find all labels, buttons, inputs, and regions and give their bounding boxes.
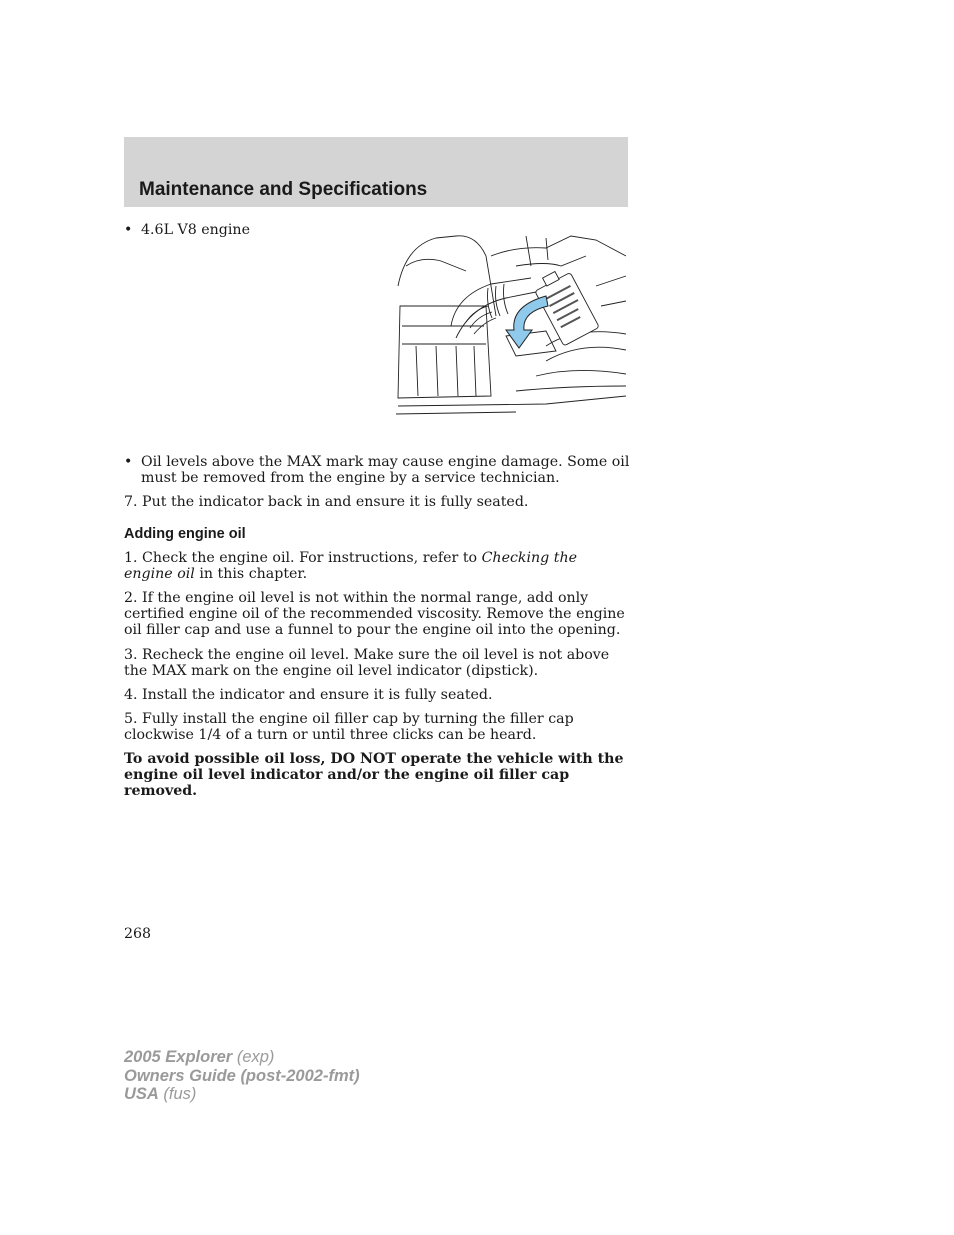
- footer-model: 2005 Explorer: [124, 1048, 233, 1066]
- bullet-icon: •: [124, 222, 133, 238]
- footer-line-1: [124, 1048, 360, 1067]
- footer-market: USA: [124, 1085, 159, 1103]
- warning-text: To avoid possible oil loss, DO NOT operate the vehicle with the engine oil level indicator and/or the engine oil filler cap removed.: [124, 751, 624, 799]
- bullet-text: Oil levels above the MAX mark may cause engine damage. Some oil must be removed from the engine by a service technician.: [141, 454, 630, 486]
- bullet-item-engine: [124, 222, 250, 238]
- bullet-icon: •: [124, 454, 133, 470]
- section-title: Maintenance and Specifications: [139, 179, 428, 200]
- engine-oil-filler-illustration: [396, 226, 628, 422]
- step-3-text: 3. Recheck the engine oil level. Make sure the oil level is not above the MAX mark on the engine oil level indicator (dipstick).: [124, 647, 610, 679]
- footer-guide: Owners Guide (post-2002-fmt): [124, 1066, 360, 1085]
- footer: [124, 1048, 360, 1104]
- footer-model-code: (exp): [232, 1048, 275, 1066]
- step-4-text: 4. Install the indicator and ensure it is fully seated.: [124, 687, 493, 703]
- footer-market-code: (fus): [158, 1085, 197, 1103]
- footer-line-2: [124, 1067, 360, 1086]
- section-heading: Adding engine oil: [124, 526, 246, 542]
- bullet-item-oil-warning: [124, 454, 630, 486]
- page-number: 268: [124, 926, 152, 942]
- footer-line-3: [124, 1085, 360, 1104]
- step-1-text-end: in this chapter.: [194, 566, 308, 582]
- section-header-band: [124, 137, 628, 207]
- step-1-text-start: 1. Check the engine oil. For instructions, refer to: [124, 550, 482, 566]
- step-1-text: [124, 550, 630, 582]
- step-7-text: 7. Put the indicator back in and ensure it is fully seated.: [124, 494, 529, 510]
- bullet-text: 4.6L V8 engine: [141, 222, 250, 238]
- step-2-text: 2. If the engine oil level is not within the normal range, add only certified engine oil of the recommended viscosity. Remove the engine oil filler cap and use a funnel to pour the engine oil into the opening.: [124, 590, 625, 638]
- step-1-reference: Checking the engine oil: [124, 550, 578, 582]
- step-5-text: 5. Fully install the engine oil filler cap by turning the filler cap clockwise 1/4 of a turn or until three clicks can be heard.: [124, 711, 574, 743]
